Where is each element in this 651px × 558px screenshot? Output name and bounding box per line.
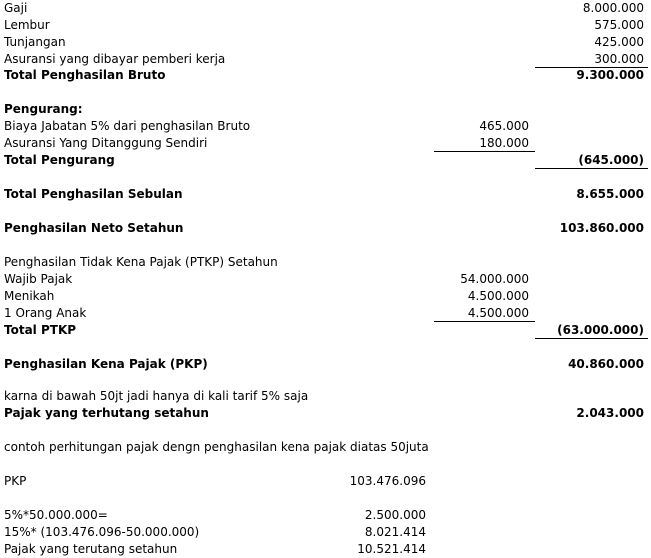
value-pajak-terhutang: 2.043.000 xyxy=(576,406,644,420)
row-asuransi-sendiri xyxy=(0,135,651,152)
label-gaji: Gaji xyxy=(4,1,28,15)
value-wajib-pajak: 54.000.000 xyxy=(460,272,529,286)
row-lembur xyxy=(0,17,651,34)
row-penghasilan-sebulan xyxy=(0,186,651,203)
label-total-pengurang: Total Pengurang xyxy=(4,153,115,167)
label-menikah: Menikah xyxy=(4,289,55,303)
row-tunjangan xyxy=(0,34,651,51)
note-text: karna di bawah 50jt jadi hanya di kali tarif 5% saja xyxy=(4,389,309,403)
row-example-pkp xyxy=(0,473,651,490)
label-neto-setahun: Penghasilan Neto Setahun xyxy=(4,221,184,235)
row-biaya-jabatan xyxy=(0,118,651,135)
value-gaji: 8.000.000 xyxy=(582,1,644,15)
label-tunjangan: Tunjangan xyxy=(4,35,66,49)
value-example-total: 10.521.414 xyxy=(357,542,426,556)
row-example-line2 xyxy=(0,524,651,541)
ptkp-heading: Penghasilan Tidak Kena Pajak (PTKP) Setahun xyxy=(4,255,278,269)
row-anak xyxy=(0,305,651,322)
row-note xyxy=(0,388,651,405)
value-anak: 4.500.000 xyxy=(467,306,529,320)
row-pajak-terhutang xyxy=(0,405,651,422)
row-total-bruto xyxy=(0,67,651,84)
value-penghasilan-sebulan: 8.655.000 xyxy=(576,187,644,201)
label-anak: 1 Orang Anak xyxy=(4,306,87,320)
underline-total-ptkp xyxy=(535,338,648,339)
label-wajib-pajak: Wajib Pajak xyxy=(4,272,73,286)
value-example-line2: 8.021.414 xyxy=(364,525,426,539)
row-example-total xyxy=(0,541,651,558)
row-neto-setahun xyxy=(0,220,651,237)
row-gaji xyxy=(0,0,651,17)
label-biaya-jabatan: Biaya Jabatan 5% dari penghasilan Bruto xyxy=(4,119,251,133)
value-asuransi-sendiri: 180.000 xyxy=(479,136,529,150)
label-example-pkp: PKP xyxy=(4,474,27,488)
row-menikah xyxy=(0,288,651,305)
row-example-heading xyxy=(0,439,651,456)
example-heading: contoh perhitungan pajak dengn penghasilan kena pajak diatas 50juta xyxy=(4,440,429,454)
value-menikah: 4.500.000 xyxy=(467,289,529,303)
label-lembur: Lembur xyxy=(4,18,50,32)
label-example-line2: 15%* (103.476.096-50.000.000) xyxy=(4,525,200,539)
label-pajak-terhutang: Pajak yang terhutang setahun xyxy=(4,406,209,420)
value-example-line1: 2.500.000 xyxy=(364,508,426,522)
row-pengurang-heading xyxy=(0,101,651,118)
value-asuransi-pemberi-kerja: 300.000 xyxy=(594,52,644,66)
label-asuransi-pemberi-kerja: Asuransi yang dibayar pemberi kerja xyxy=(4,52,226,66)
value-total-ptkp: (63.000.000) xyxy=(557,323,644,337)
pengurang-heading: Pengurang: xyxy=(4,102,83,116)
row-wajib-pajak xyxy=(0,271,651,288)
value-lembur: 575.000 xyxy=(594,18,644,32)
row-example-line1 xyxy=(0,507,651,524)
label-total-ptkp: Total PTKP xyxy=(4,323,77,337)
value-neto-setahun: 103.860.000 xyxy=(559,221,644,235)
row-ptkp-heading xyxy=(0,254,651,271)
value-biaya-jabatan: 465.000 xyxy=(479,119,529,133)
underline-total-pengurang xyxy=(535,168,648,169)
label-pkp: Penghasilan Kena Pajak (PKP) xyxy=(4,357,208,371)
label-total-bruto: Total Penghasilan Bruto xyxy=(4,68,166,82)
value-total-pengurang: (645.000) xyxy=(578,153,644,167)
value-tunjangan: 425.000 xyxy=(594,35,644,49)
label-example-line1: 5%*50.000.000= xyxy=(4,508,108,522)
value-example-pkp: 103.476.096 xyxy=(349,474,426,488)
label-penghasilan-sebulan: Total Penghasilan Sebulan xyxy=(4,187,183,201)
label-asuransi-sendiri: Asuransi Yang Ditanggung Sendiri xyxy=(4,136,208,150)
row-total-pengurang xyxy=(0,152,651,169)
value-pkp: 40.860.000 xyxy=(568,357,644,371)
label-example-total: Pajak yang terutang setahun xyxy=(4,542,178,556)
row-total-ptkp xyxy=(0,322,651,339)
row-asuransi-pemberi-kerja xyxy=(0,51,651,68)
value-total-bruto: 9.300.000 xyxy=(576,68,644,82)
row-pkp xyxy=(0,356,651,373)
